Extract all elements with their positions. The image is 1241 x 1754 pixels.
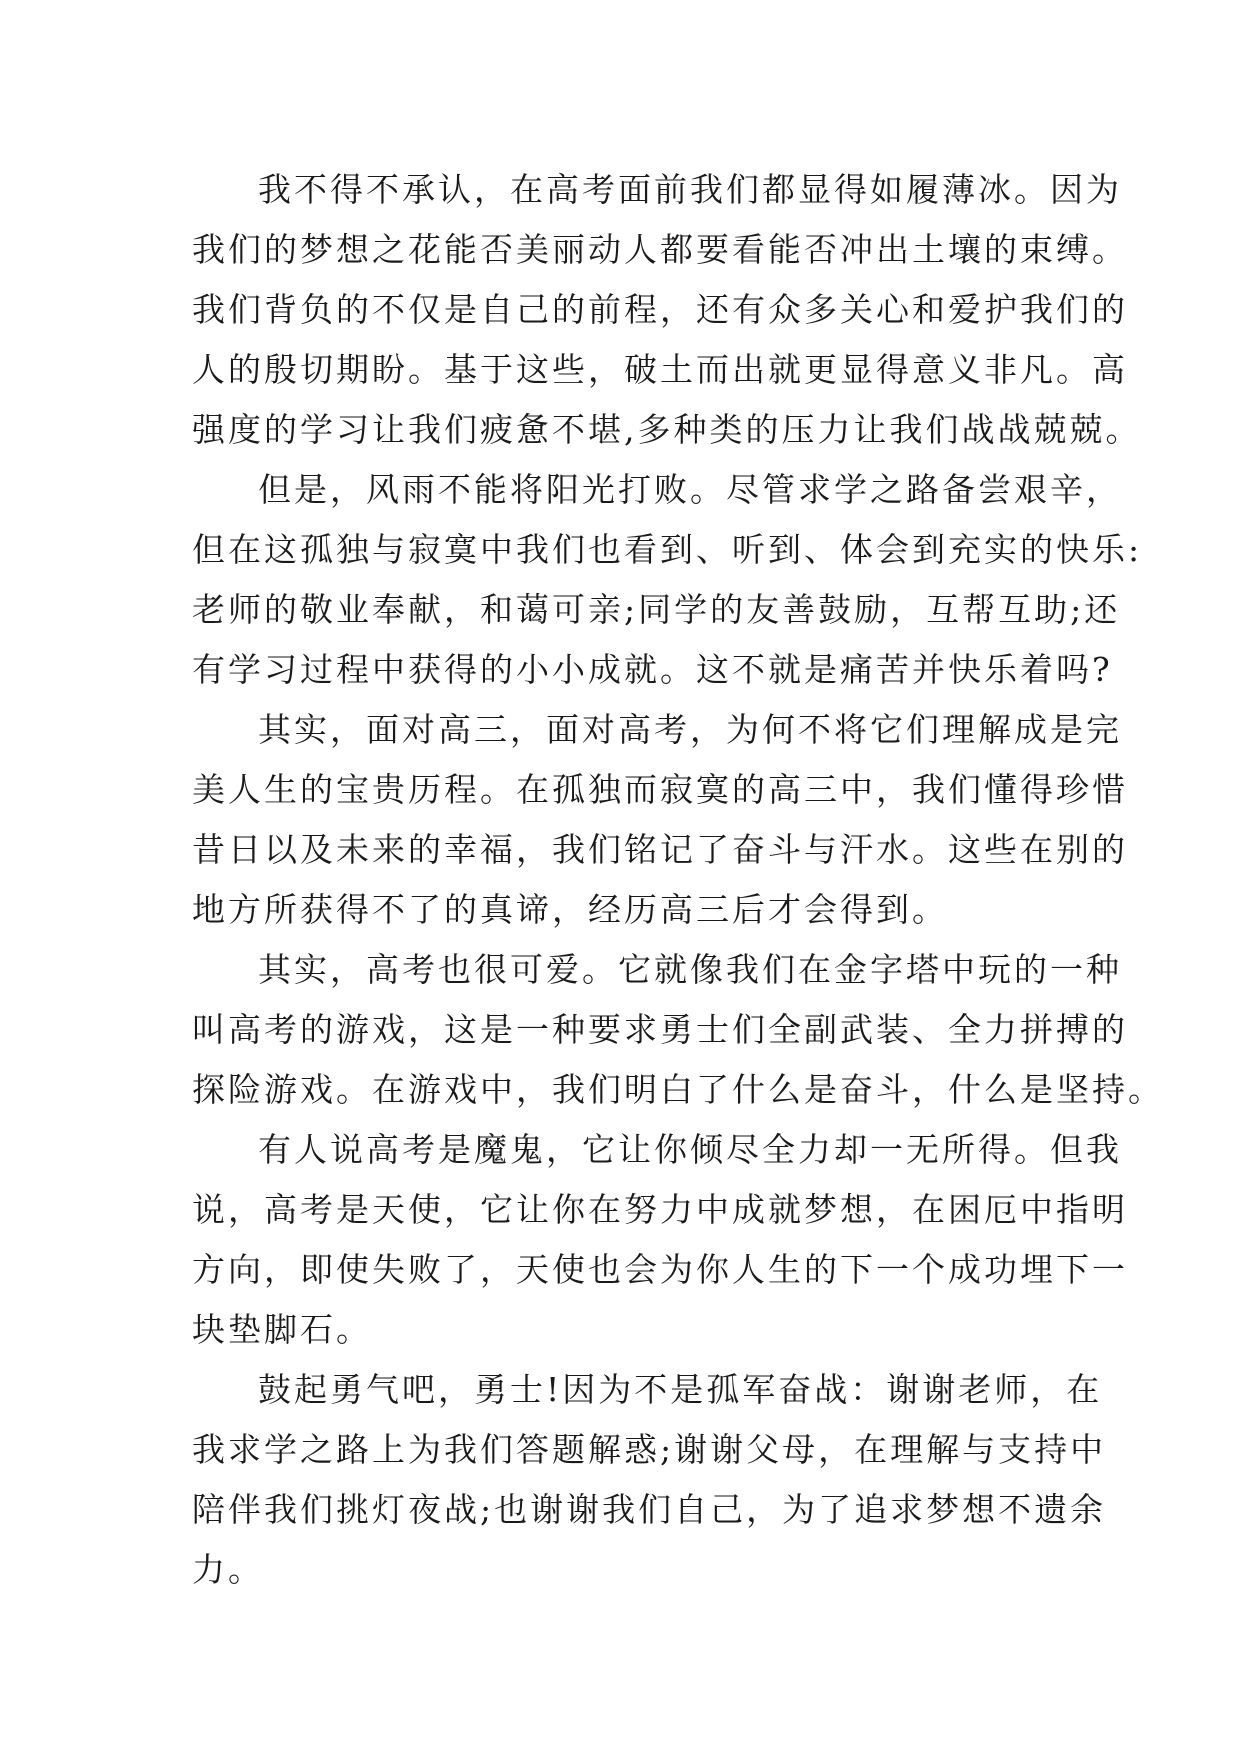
paragraph-line: 力。 — [192, 1550, 264, 1589]
paragraph-line: 说，高考是天使，它让你在努力中成就梦想，在困厄中指明 — [192, 1190, 1128, 1229]
paragraph-line: 鼓起勇气吧，勇士!因为不是孤军奋战：谢谢老师，在 — [258, 1370, 1103, 1409]
paragraph-line: 叫高考的游戏，这是一种要求勇士们全副武装、全力拼搏的 — [192, 1010, 1128, 1049]
paragraph-line: 但是，风雨不能将阳光打败。尽管求学之路备尝艰辛， — [258, 470, 1122, 509]
paragraph-line: 昔日以及未来的幸福，我们铭记了奋斗与汗水。这些在别的 — [192, 830, 1128, 869]
paragraph-line: 人的殷切期盼。基于这些，破土而出就更显得意义非凡。高 — [192, 350, 1128, 389]
paragraph-line: 其实，高考也很可爱。它就像我们在金字塔中玩的一种 — [258, 950, 1122, 989]
paragraph-line: 地方所获得不了的真谛，经历高三后才会得到。 — [192, 890, 948, 929]
paragraph-line: 陪伴我们挑灯夜战;也谢谢我们自己，为了追求梦想不遗余 — [192, 1490, 1107, 1529]
paragraph-line: 有学习过程中获得的小小成就。这不就是痛苦并快乐着吗? — [192, 650, 1113, 689]
paragraph-line: 探险游戏。在游戏中，我们明白了什么是奋斗，什么是坚持。 — [192, 1070, 1164, 1109]
document-body — [192, 160, 1164, 1600]
paragraph-line: 我求学之路上为我们答题解惑;谢谢父母，在理解与支持中 — [192, 1430, 1107, 1469]
paragraph-line: 有人说高考是魔鬼，它让你倾尽全力却一无所得。但我 — [258, 1130, 1122, 1169]
paragraph-line: 其实，面对高三，面对高考，为何不将它们理解成是完 — [258, 710, 1122, 749]
paragraph-line: 强度的学习让我们疲惫不堪,多种类的压力让我们战战兢兢。 — [192, 410, 1142, 449]
paragraph-line: 方向，即使失败了，天使也会为你人生的下一个成功埋下一 — [192, 1250, 1128, 1289]
paragraph-line: 块垫脚石。 — [192, 1310, 372, 1349]
paragraph-line: 我们背负的不仅是自己的前程，还有众多关心和爱护我们的 — [192, 290, 1128, 329]
paragraph-line: 我们的梦想之花能否美丽动人都要看能否冲出土壤的束缚。 — [192, 230, 1128, 269]
paragraph-line: 美人生的宝贵历程。在孤独而寂寞的高三中，我们懂得珍惜 — [192, 770, 1128, 809]
paragraph-line: 老师的敬业奉献，和蔼可亲;同学的友善鼓励，互帮互助;还 — [192, 590, 1121, 629]
paragraph-line: 我不得不承认，在高考面前我们都显得如履薄冰。因为 — [258, 170, 1122, 209]
paragraph-line: 但在这孤独与寂寞中我们也看到、听到、体会到充实的快乐: — [192, 530, 1143, 569]
